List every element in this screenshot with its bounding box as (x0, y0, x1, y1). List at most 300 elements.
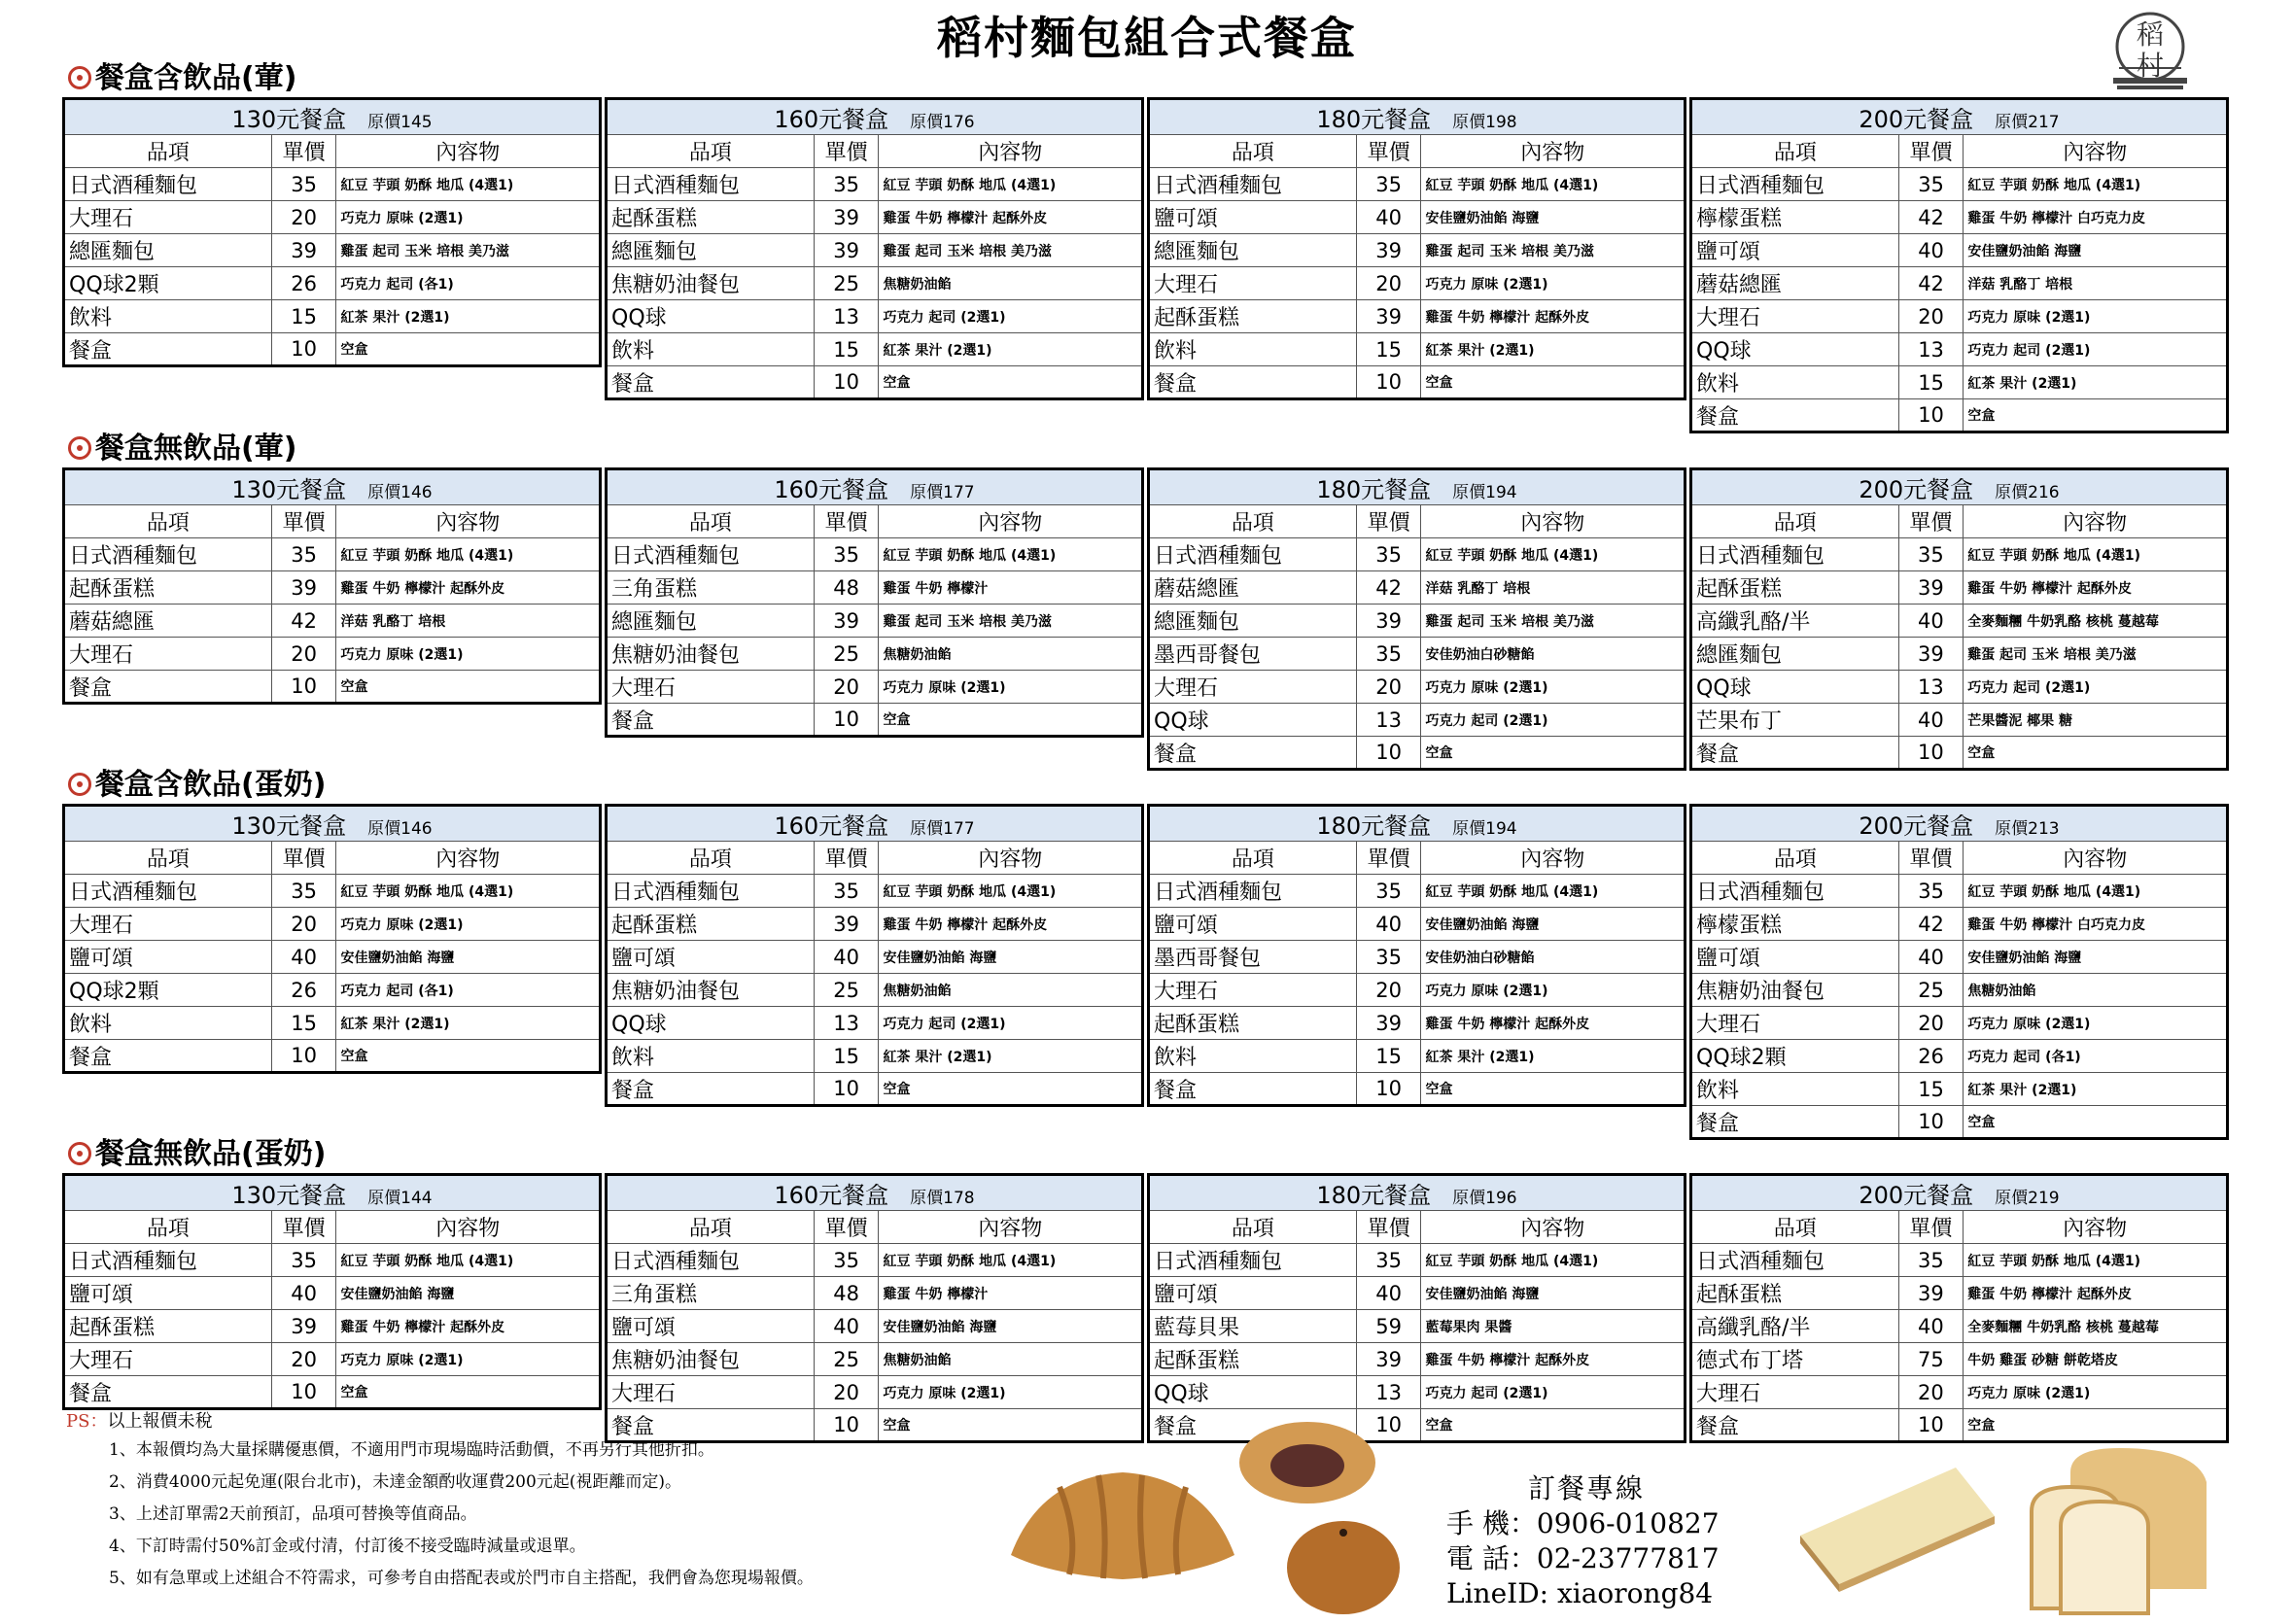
table-row (1149, 908, 1686, 941)
table-row (607, 908, 1143, 941)
item-contents: 空盒 (1421, 366, 1686, 399)
box-price: 180元餐盒 (1316, 476, 1432, 503)
item-contents: 巧克力 原味 (2選1) (1421, 267, 1686, 300)
table-row (64, 1343, 601, 1376)
box-table-130 (62, 804, 602, 1074)
item-name: 大理石 (607, 1376, 815, 1409)
item-price: 15 (1356, 1040, 1421, 1073)
item-price: 13 (1356, 704, 1421, 737)
item-price: 10 (1356, 366, 1421, 399)
table-row (1149, 1244, 1686, 1277)
box-header (1691, 99, 2228, 135)
item-contents: 雞蛋 起司 玉米 培根 美乃滋 (879, 605, 1143, 638)
item-contents: 雞蛋 牛奶 檸檬汁 起酥外皮 (879, 908, 1143, 941)
table-row (1149, 671, 1686, 704)
item-contents: 空盒 (1421, 1409, 1686, 1442)
section-heading (68, 431, 296, 467)
box-table-160 (605, 804, 1144, 1107)
item-contents: 焦糖奶油餡 (879, 974, 1143, 1007)
box-header-cell (1149, 806, 1686, 842)
item-price: 26 (271, 974, 336, 1007)
item-name: 焦糖奶油餐包 (1691, 974, 1899, 1007)
item-price: 26 (1898, 1040, 1964, 1073)
item-price: 20 (1898, 1376, 1964, 1409)
item-name: 蘑菇總匯 (1149, 571, 1357, 605)
item-name: 墨西哥餐包 (1149, 941, 1357, 974)
table-row (1691, 605, 2228, 638)
item-contents: 紅茶 果汁 (2選1) (1964, 366, 2228, 399)
table-row (1149, 1376, 1686, 1409)
item-price: 39 (1356, 1343, 1421, 1376)
item-name: 日式酒種麵包 (64, 1244, 272, 1277)
box-original-price: 原價194 (1452, 483, 1517, 502)
table-row (607, 941, 1143, 974)
item-price: 39 (1356, 300, 1421, 333)
item-contents: 巧克力 起司 (2選1) (1421, 704, 1686, 737)
item-contents: 紅豆 芋頭 奶酥 地瓜 (4選1) (336, 538, 601, 571)
box-price: 180元餐盒 (1316, 106, 1432, 133)
box-table-180 (1147, 804, 1686, 1107)
item-contents: 紅豆 芋頭 奶酥 地瓜 (4選1) (879, 538, 1143, 571)
column-header-price: 單價 (814, 1211, 879, 1244)
box-price: 200元餐盒 (1859, 476, 1974, 503)
item-name: 餐盒 (1691, 1106, 1899, 1139)
item-contents: 雞蛋 起司 玉米 培根 美乃滋 (1421, 234, 1686, 267)
box-price: 160元餐盒 (774, 106, 889, 133)
box-header (1149, 1175, 1686, 1211)
box-header-cell (1691, 1175, 2228, 1211)
table-row (64, 571, 601, 605)
column-header-row (1149, 505, 1686, 538)
item-name: 起酥蛋糕 (607, 201, 815, 234)
item-contents: 空盒 (336, 1376, 601, 1409)
table-row (1149, 267, 1686, 300)
item-contents: 雞蛋 牛奶 檸檬汁 白巧克力皮 (1964, 201, 2228, 234)
item-price: 20 (1898, 300, 1964, 333)
section-heading-text: 餐盒含飲品(葷) (95, 61, 297, 95)
column-header-price: 單價 (1356, 1211, 1421, 1244)
item-name: 總匯麵包 (64, 234, 272, 267)
item-name: QQ球 (607, 1007, 815, 1040)
item-price: 20 (271, 638, 336, 671)
column-header-desc: 內容物 (1421, 842, 1686, 875)
column-header-desc: 內容物 (336, 135, 601, 168)
item-contents: 紅豆 芋頭 奶酥 地瓜 (4選1) (1421, 875, 1686, 908)
table-row (1149, 333, 1686, 366)
toast-image (2012, 1443, 2226, 1618)
table-row (607, 333, 1143, 366)
box-header (64, 469, 601, 505)
table-row (1691, 201, 2228, 234)
note-item: 5、如有急單或上述組合不符需求，可參考自由搭配表或於門市自主搭配，我們會為您現場報價。 (109, 1569, 814, 1588)
cheesecake-image (1790, 1458, 2004, 1594)
table-row (64, 671, 601, 704)
item-price: 40 (271, 1277, 336, 1310)
item-price: 35 (1356, 168, 1421, 201)
item-contents: 空盒 (336, 333, 601, 366)
item-price: 20 (271, 1343, 336, 1376)
item-name: 大理石 (1691, 300, 1899, 333)
item-price: 39 (1356, 234, 1421, 267)
column-header-price: 單價 (814, 842, 879, 875)
table-row (64, 1007, 601, 1040)
item-price: 15 (1898, 1073, 1964, 1106)
item-contents: 安佳奶油白砂糖餡 (1421, 638, 1686, 671)
box-original-price: 原價178 (910, 1189, 975, 1208)
box-header (607, 1175, 1143, 1211)
box-original-price: 原價177 (910, 483, 975, 502)
column-header-item: 品項 (1149, 135, 1357, 168)
item-price: 35 (1898, 875, 1964, 908)
table-row (1149, 1007, 1686, 1040)
item-price: 59 (1356, 1310, 1421, 1343)
item-contents: 巧克力 起司 (各1) (336, 267, 601, 300)
item-price: 13 (814, 1007, 879, 1040)
item-contents: 洋菇 乳酪丁 培根 (1421, 571, 1686, 605)
item-price: 35 (1356, 538, 1421, 571)
item-price: 39 (814, 908, 879, 941)
table-row (1691, 267, 2228, 300)
box-price: 200元餐盒 (1859, 812, 1974, 840)
box-header (64, 99, 601, 135)
box-table-200 (1689, 804, 2229, 1140)
item-name: 大理石 (1149, 671, 1357, 704)
item-name: 起酥蛋糕 (1149, 1007, 1357, 1040)
item-price: 40 (1356, 908, 1421, 941)
box-table-200 (1689, 97, 2229, 433)
table-row (607, 267, 1143, 300)
item-price: 35 (814, 1244, 879, 1277)
contact-phone: 電 話：02-23777817 (1446, 1542, 1720, 1574)
column-header-price: 單價 (1356, 135, 1421, 168)
item-name: 飲料 (64, 300, 272, 333)
item-contents: 紅茶 果汁 (2選1) (336, 1007, 601, 1040)
item-price: 20 (1356, 267, 1421, 300)
table-row (1691, 1073, 2228, 1106)
item-price: 35 (814, 875, 879, 908)
item-name: 德式布丁塔 (1691, 1343, 1899, 1376)
item-name: 起酥蛋糕 (1149, 300, 1357, 333)
box-header-cell (607, 806, 1143, 842)
box-table-200 (1689, 1173, 2229, 1443)
box-header (1691, 469, 2228, 505)
box-table-130 (62, 467, 602, 705)
box-price: 180元餐盒 (1316, 1182, 1432, 1209)
item-price: 20 (814, 671, 879, 704)
item-contents: 空盒 (1421, 1073, 1686, 1106)
item-price: 40 (1898, 1310, 1964, 1343)
box-original-price: 原價194 (1452, 819, 1517, 839)
circle-dot-icon (68, 1142, 91, 1165)
box-table-160 (605, 467, 1144, 738)
column-header-desc: 內容物 (879, 135, 1143, 168)
item-name: 鹽可頌 (1149, 201, 1357, 234)
box-header (1149, 806, 1686, 842)
item-name: 日式酒種麵包 (1691, 538, 1899, 571)
column-header-item: 品項 (607, 505, 815, 538)
table-row (1691, 671, 2228, 704)
item-price: 39 (814, 234, 879, 267)
column-header-item: 品項 (1691, 842, 1899, 875)
item-contents: 紅豆 芋頭 奶酥 地瓜 (4選1) (879, 168, 1143, 201)
column-header-desc: 內容物 (336, 842, 601, 875)
column-header-price: 單價 (1356, 505, 1421, 538)
item-contents: 巧克力 起司 (各1) (1964, 1040, 2228, 1073)
item-price: 39 (271, 234, 336, 267)
item-price: 10 (814, 366, 879, 399)
table-row (64, 941, 601, 974)
item-name: 日式酒種麵包 (607, 538, 815, 571)
table-row (607, 366, 1143, 399)
item-contents: 紅豆 芋頭 奶酥 地瓜 (4選1) (1964, 875, 2228, 908)
item-contents: 雞蛋 牛奶 檸檬汁 (879, 571, 1143, 605)
box-header (607, 469, 1143, 505)
table-row (64, 974, 601, 1007)
item-price: 42 (1356, 571, 1421, 605)
item-name: 餐盒 (607, 1409, 815, 1442)
table-row (1691, 704, 2228, 737)
box-original-price: 原價213 (1995, 819, 2060, 839)
table-row (1149, 366, 1686, 399)
item-contents: 安佳鹽奶油餡 海鹽 (336, 1277, 601, 1310)
item-price: 10 (1356, 737, 1421, 770)
box-header-cell (64, 99, 601, 135)
item-name: 總匯麵包 (1149, 605, 1357, 638)
item-contents: 空盒 (1964, 737, 2228, 770)
item-name: 餐盒 (64, 1040, 272, 1073)
item-price: 15 (1898, 366, 1964, 399)
table-row (1691, 1343, 2228, 1376)
item-contents: 焦糖奶油餡 (879, 267, 1143, 300)
table-row (607, 571, 1143, 605)
page-title: 稻村麵包組合式餐盒 (937, 12, 1357, 64)
item-contents: 芒果醬泥 椰果 糖 (1964, 704, 2228, 737)
box-original-price: 原價196 (1452, 1189, 1517, 1208)
box-original-price: 原價176 (910, 113, 975, 132)
item-price: 40 (814, 941, 879, 974)
item-price: 42 (1898, 201, 1964, 234)
item-name: 鹽可頌 (1149, 908, 1357, 941)
item-name: 餐盒 (607, 704, 815, 737)
item-price: 20 (1356, 974, 1421, 1007)
item-name: 大理石 (1149, 974, 1357, 1007)
logo-seal-icon (2109, 8, 2191, 97)
box-original-price: 原價144 (367, 1189, 433, 1208)
item-name: 餐盒 (1691, 737, 1899, 770)
table-row (1691, 1409, 2228, 1442)
item-contents: 紅豆 芋頭 奶酥 地瓜 (4選1) (1964, 168, 2228, 201)
item-contents: 安佳鹽奶油餡 海鹽 (879, 941, 1143, 974)
box-table-130 (62, 1173, 602, 1410)
item-price: 10 (1356, 1409, 1421, 1442)
item-contents: 安佳鹽奶油餡 海鹽 (1421, 908, 1686, 941)
item-contents: 紅茶 果汁 (2選1) (1964, 1073, 2228, 1106)
item-name: QQ球 (1149, 1376, 1357, 1409)
item-contents: 空盒 (879, 366, 1143, 399)
table-row (1149, 638, 1686, 671)
box-original-price: 原價177 (910, 819, 975, 839)
item-contents: 雞蛋 牛奶 檸檬汁 起酥外皮 (1964, 1277, 2228, 1310)
item-name: 總匯麵包 (1691, 638, 1899, 671)
item-price: 35 (271, 168, 336, 201)
table-row (607, 875, 1143, 908)
box-header-cell (64, 469, 601, 505)
item-contents: 雞蛋 牛奶 檸檬汁 起酥外皮 (1421, 300, 1686, 333)
item-price: 10 (1898, 1106, 1964, 1139)
item-price: 15 (814, 333, 879, 366)
table-row (64, 538, 601, 571)
item-name: 檸檬蛋糕 (1691, 201, 1899, 234)
column-header-item: 品項 (1149, 1211, 1357, 1244)
ps-text: 以上報價未稅 (107, 1411, 213, 1432)
item-contents: 紅茶 果汁 (2選1) (879, 333, 1143, 366)
table-row (1691, 234, 2228, 267)
column-header-item: 品項 (64, 135, 272, 168)
item-contents: 巧克力 原味 (2選1) (1421, 671, 1686, 704)
item-name: 飲料 (607, 1040, 815, 1073)
box-header (607, 806, 1143, 842)
item-name: 蘑菇總匯 (1691, 267, 1899, 300)
column-header-row (1691, 135, 2228, 168)
circle-dot-icon (68, 66, 91, 89)
item-name: 大理石 (1691, 1007, 1899, 1040)
section-heading-text: 餐盒含飲品(蛋奶) (95, 768, 327, 802)
circle-dot-icon (68, 436, 91, 460)
table-row (607, 300, 1143, 333)
item-price: 48 (814, 571, 879, 605)
item-name: 起酥蛋糕 (1691, 1277, 1899, 1310)
box-header (1149, 99, 1686, 135)
item-contents: 巧克力 原味 (2選1) (336, 1343, 601, 1376)
column-header-price: 單價 (271, 1211, 336, 1244)
column-header-desc: 內容物 (1421, 135, 1686, 168)
column-header-item: 品項 (1149, 505, 1357, 538)
box-header (1149, 469, 1686, 505)
item-price: 40 (1898, 941, 1964, 974)
table-row (607, 1310, 1143, 1343)
item-name: 餐盒 (1691, 399, 1899, 432)
box-price: 130元餐盒 (231, 1182, 347, 1209)
item-price: 25 (814, 974, 879, 1007)
item-contents: 紅茶 果汁 (2選1) (1421, 1040, 1686, 1073)
table-row (1691, 974, 2228, 1007)
item-contents: 全麥麵糰 牛奶乳酪 核桃 蔓越莓 (1964, 1310, 2228, 1343)
contact-mobile: 手 機：0906-010827 (1446, 1507, 1720, 1539)
item-contents: 空盒 (879, 1409, 1143, 1442)
section-heading-text: 餐盒無飲品(葷) (95, 432, 297, 466)
item-name: 餐盒 (1149, 366, 1357, 399)
item-contents: 空盒 (1964, 399, 2228, 432)
item-price: 35 (1898, 538, 1964, 571)
table-row (1149, 941, 1686, 974)
item-name: 蘑菇總匯 (64, 605, 272, 638)
item-price: 13 (1898, 671, 1964, 704)
box-price: 130元餐盒 (231, 812, 347, 840)
item-price: 39 (814, 201, 879, 234)
item-price: 40 (1898, 234, 1964, 267)
table-row (1691, 908, 2228, 941)
box-price: 200元餐盒 (1859, 106, 1974, 133)
box-table-160 (605, 1173, 1144, 1443)
item-contents: 巧克力 起司 (2選1) (1964, 333, 2228, 366)
item-contents: 紅豆 芋頭 奶酥 地瓜 (4選1) (879, 875, 1143, 908)
table-row (64, 1244, 601, 1277)
table-row (1149, 737, 1686, 770)
item-price: 10 (1898, 399, 1964, 432)
item-contents: 安佳奶油白砂糖餡 (1421, 941, 1686, 974)
item-contents: 安佳鹽奶油餡 海鹽 (879, 1310, 1143, 1343)
item-name: 焦糖奶油餐包 (607, 267, 815, 300)
item-price: 15 (814, 1040, 879, 1073)
table-row (1149, 1409, 1686, 1442)
box-header-cell (607, 1175, 1143, 1211)
item-contents: 空盒 (1964, 1409, 2228, 1442)
item-name: QQ球 (1691, 333, 1899, 366)
box-original-price: 原價216 (1995, 483, 2060, 502)
table-row (1691, 875, 2228, 908)
table-row (64, 875, 601, 908)
item-contents: 巧克力 原味 (2選1) (336, 201, 601, 234)
item-name: 總匯麵包 (607, 234, 815, 267)
item-price: 25 (814, 267, 879, 300)
item-name: 墨西哥餐包 (1149, 638, 1357, 671)
column-header-desc: 內容物 (1421, 505, 1686, 538)
item-price: 35 (1898, 1244, 1964, 1277)
item-price: 35 (271, 538, 336, 571)
box-price: 180元餐盒 (1316, 812, 1432, 840)
table-row (1691, 366, 2228, 399)
item-contents: 藍莓果肉 果醬 (1421, 1310, 1686, 1343)
red-bean-bun-image (1234, 1409, 1380, 1506)
item-name: 日式酒種麵包 (607, 875, 815, 908)
table-row (1149, 1343, 1686, 1376)
notes (66, 1409, 1038, 1595)
column-header-item: 品項 (607, 1211, 815, 1244)
item-price: 40 (1898, 605, 1964, 638)
column-header-price: 單價 (271, 505, 336, 538)
column-header-price: 單價 (271, 842, 336, 875)
table-row (1691, 1277, 2228, 1310)
column-header-price: 單價 (1898, 842, 1964, 875)
item-price: 42 (271, 605, 336, 638)
table-row (607, 605, 1143, 638)
table-row (64, 267, 601, 300)
table-row (64, 605, 601, 638)
column-header-row (64, 842, 601, 875)
table-row (64, 1277, 601, 1310)
item-contents: 安佳鹽奶油餡 海鹽 (1964, 234, 2228, 267)
item-price: 15 (1356, 333, 1421, 366)
column-header-row (607, 135, 1143, 168)
ps-line (66, 1409, 1038, 1434)
item-price: 10 (271, 1376, 336, 1409)
item-price: 48 (814, 1277, 879, 1310)
item-name: 餐盒 (607, 366, 815, 399)
item-contents: 巧克力 原味 (2選1) (1964, 300, 2228, 333)
item-contents: 巧克力 原味 (2選1) (1421, 974, 1686, 1007)
box-table-180 (1147, 1173, 1686, 1443)
box-header-cell (1691, 469, 2228, 505)
item-price: 13 (814, 300, 879, 333)
table-row (607, 1244, 1143, 1277)
item-price: 39 (814, 605, 879, 638)
item-price: 40 (1356, 201, 1421, 234)
column-header-desc: 內容物 (879, 505, 1143, 538)
column-header-price: 單價 (271, 135, 336, 168)
table-row (607, 1277, 1143, 1310)
box-header-cell (607, 469, 1143, 505)
table-row (64, 908, 601, 941)
